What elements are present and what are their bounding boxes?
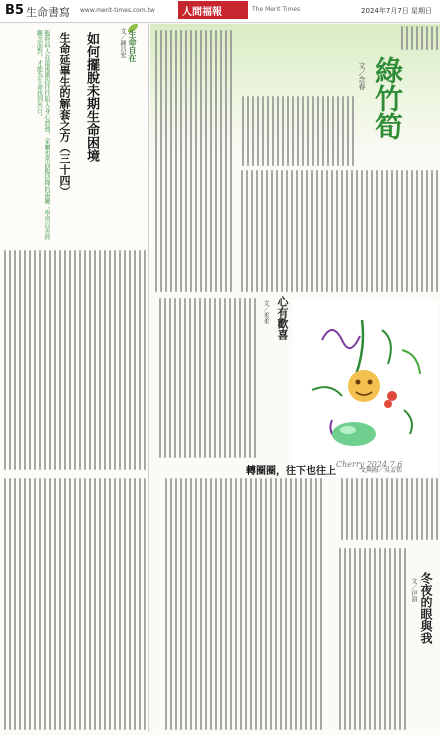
health-body-text-bottom (2, 478, 146, 730)
health-article-title: 如何擺脫未期生命困境 (84, 32, 99, 162)
spin-author: 文與圖／吳孟恬 (360, 467, 403, 474)
section-title: 生命書寫 (26, 6, 70, 19)
winter-body-text (330, 548, 406, 730)
health-article-subtitle: 生命延畢生的解套之方（三十四） (58, 32, 71, 197)
winter-author: 文／伊湄 (410, 578, 417, 602)
bamboo-body-text-right (396, 26, 438, 50)
illustration (292, 300, 438, 476)
spin-body-text-left (152, 478, 322, 730)
col2-body-text-upper (152, 30, 232, 292)
spin-article-title: 轉圈圈，往下也往上 (246, 466, 336, 477)
bamboo-body-text-upper (236, 96, 354, 166)
masthead-english: The Merit Times (252, 6, 301, 13)
artist-signature: Cherry 2024.7.6 (336, 460, 403, 469)
spin-body-text-right (330, 478, 438, 540)
site-url[interactable]: www.merit-times.com.tw (80, 7, 155, 14)
health-lead-text: 臨終病人在最後階段往往陷入身心煎熬，家屬也常面臨抉擇的兩難；學習以善終觀念面對，才能為生命找到出口。 (35, 30, 50, 240)
column-name: 生命自在 (128, 30, 137, 62)
page-header (0, 0, 440, 23)
bamboo-body-text-lower (236, 170, 438, 292)
heart-author: 文／柔柔 (262, 300, 269, 324)
heart-body-text (152, 298, 256, 458)
winter-article-title: 冬夜的眼與我 (419, 572, 433, 644)
bamboo-article-title: 綠竹筍 (371, 56, 404, 140)
heart-article-title: 心有歡喜 (276, 296, 289, 340)
illustration-art (292, 300, 438, 476)
masthead-text: 人間福報 (182, 7, 222, 18)
masthead-logo (178, 1, 248, 19)
section-number: B5 (5, 3, 24, 18)
issue-date: 2024年7月7日 星期日 (361, 7, 432, 15)
health-body-text-top (2, 250, 146, 470)
health-author: 文／鍾昌宏 (119, 28, 126, 58)
column-divider (148, 24, 149, 732)
bamboo-author: 文／念春 (358, 62, 366, 90)
